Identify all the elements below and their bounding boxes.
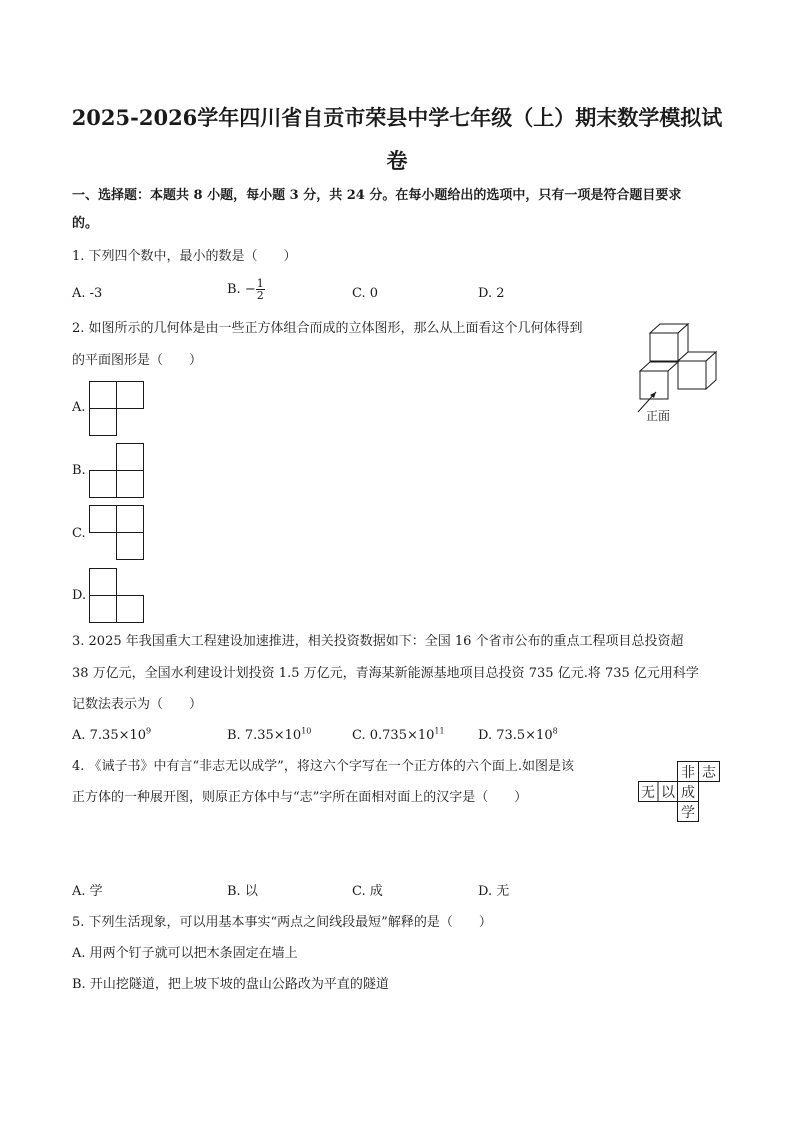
q2-option-d-label: D. [72,588,87,603]
q1-stem: 1. 下列四个数中，最小的数是（ ） [72,249,297,264]
q1-option-c: C. 0 [352,286,379,301]
q2-option-c-figure [89,505,145,561]
q3-option-b-base: B. 7.35×10 [227,728,302,743]
q3-stem-line-3: 记数法表示为（ ） [72,697,203,712]
q3-option-a-exponent: 9 [146,726,152,736]
q2-option-a-figure [89,381,145,437]
q1-option-d: D. 2 [478,286,505,301]
q3-stem-line-2: 38 万亿元，全国水利建设计划投资 1.5 万亿元，青海某新能源基地项目总投资 735 亿元.将 735 亿元用科学 [72,666,699,681]
section-intro-line-1: 一、选择题：本题共 8 小题，每小题 3 分，共 24 分。在每小题给出的选项中，只有一项是符合题目要求 [72,188,682,203]
front-label: 正面 [646,409,671,423]
q2-cube-figure [632,318,728,428]
q2-stem-line-1: 2. 如图所示的几何体是由一些正方体组合而成的立体图形，那么从上面看这个几何体得到 [72,321,583,336]
q4-option-b: B. 以 [227,884,258,899]
net-char-wu: 无 [641,785,655,801]
q2-option-a-label: A. [72,400,86,415]
q1-option-b-fraction [256,278,265,301]
net-char-xue: 学 [681,805,695,821]
q3-option-d [478,726,558,746]
q4-option-d: D. 无 [478,884,510,899]
q3-option-b-exponent: 10 [301,726,312,736]
q4-option-a: A. 学 [72,884,103,899]
q1-option-a: A. -3 [72,286,103,301]
q3-option-c-exponent: 11 [434,726,445,736]
q5-option-a: A. 用两个钉子就可以把木条固定在墙上 [72,946,298,961]
q1-option-b-prefix: B. − [227,282,256,297]
q2-stem-line-2: 的平面图形是（ ） [72,353,203,368]
q4-cube-net [637,760,723,824]
q3-stem-line-1: 3. 2025 年我国重大工程建设加速推进，相关投资数据如下：全国 16 个省市公布的重点工程项目总投资超 [72,634,684,649]
q5-stem: 5. 下列生活现象，可以用基本事实“两点之间线段最短”解释的是（ ） [72,915,492,930]
net-char-fei: 非 [681,765,695,781]
net-char-zhi: 志 [702,765,716,781]
q3-option-d-exponent: 8 [552,726,558,736]
q3-option-c [352,726,445,746]
q2-option-c-label: C. [72,526,86,541]
q3-option-a [72,726,151,746]
q3-option-a-base: A. 7.35×10 [72,728,147,743]
q1-option-b [227,278,265,301]
fraction-numerator: 1 [256,277,264,290]
q3-option-d-base: D. 73.5×10 [478,728,553,743]
q4-option-c: C. 成 [352,884,383,899]
q2-option-b-label: B. [72,463,86,478]
page-title-line-1: 2025-2026学年四川省自贡市荣县中学七年级（上）期末数学模拟试 [71,105,723,130]
net-char-yi: 以 [661,785,675,801]
q3-option-c-base: C. 0.735×10 [352,728,435,743]
section-intro-line-2: 的。 [72,216,99,231]
q3-option-b [227,726,311,746]
q2-option-d-figure [89,568,145,624]
q4-stem-line-1: 4. 《诫子书》中有言“非志无以成学”，将这六个字写在一个正方体的六个面上.如图是该 [72,759,574,774]
q4-stem-line-2: 正方体的一种展开图，则原正方体中与“志”字所在面相对面上的汉字是（ ） [72,790,528,805]
page-title-line-2: 卷 [386,148,408,173]
net-char-cheng: 成 [681,785,695,801]
q2-option-b-figure [89,443,145,499]
q5-option-b: B. 开山挖隧道，把上坡下坡的盘山公路改为平直的隧道 [72,977,389,992]
fraction-denominator: 2 [256,289,264,302]
